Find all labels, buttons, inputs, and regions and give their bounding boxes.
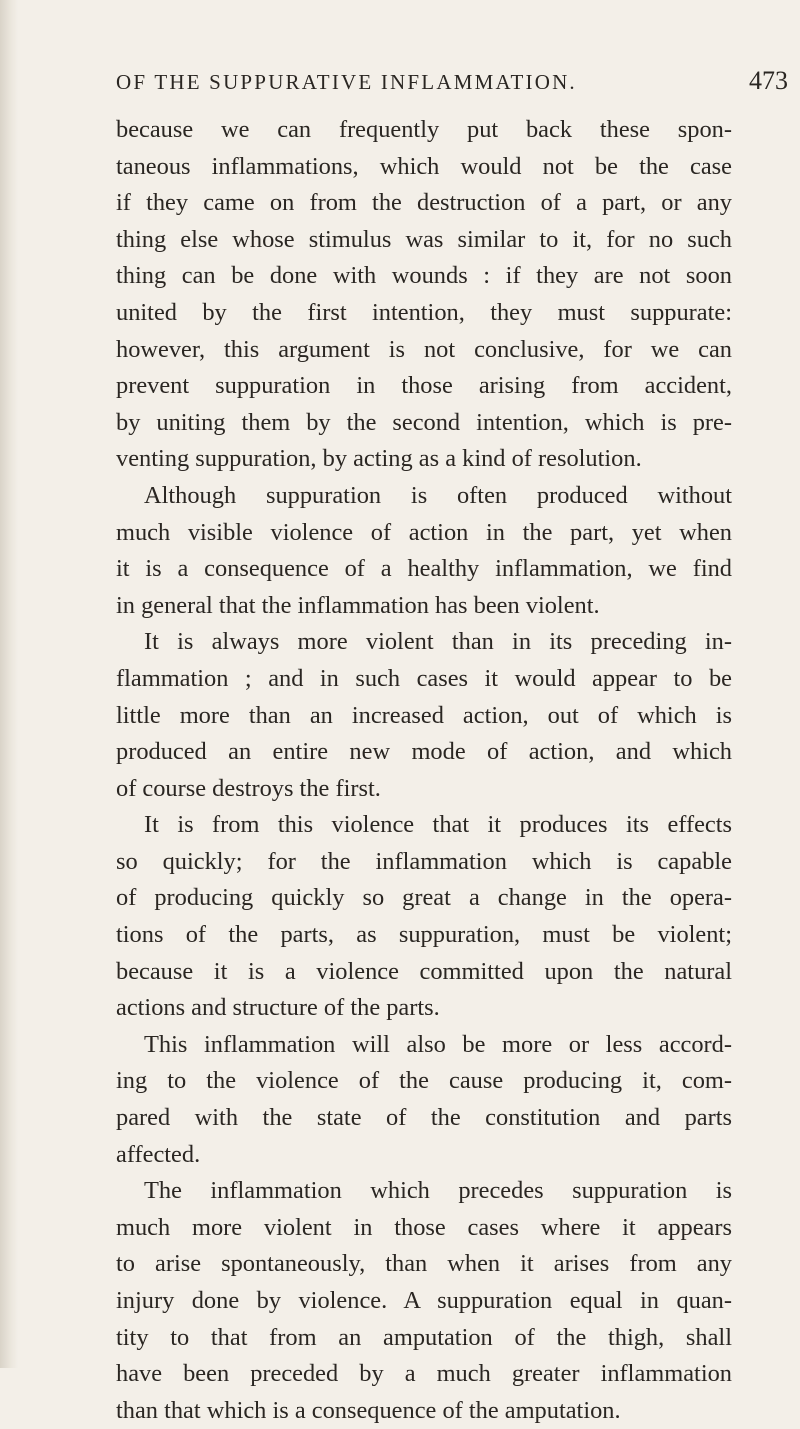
text-line: little more than an increased action, out of which is (116, 701, 732, 729)
text-line: ing to the violence of the cause producing it, com- (116, 1067, 732, 1095)
running-head (116, 64, 788, 104)
text-line: tity to that from an amputation of the thigh, shall (116, 1323, 732, 1351)
text-line: venting suppuration, by acting as a kind of resolution. (116, 445, 642, 473)
body-text (116, 112, 732, 1429)
text-line: affected. (116, 1140, 201, 1168)
text-line: by uniting them by the second intention, which is pre- (116, 408, 732, 436)
text-line: united by the first intention, they must suppurate: (116, 298, 732, 326)
text-line: of course destroys the first. (116, 774, 381, 802)
text-line: This inflammation will also be more or less accord- (144, 1030, 732, 1058)
text-line: taneous inflammations, which would not be the case (116, 152, 732, 180)
text-line: have been preceded by a much greater inflammation (116, 1360, 732, 1388)
text-line: much visible violence of action in the part, yet when (116, 518, 732, 546)
text-line: than that which is a consequence of the amputation. (116, 1396, 621, 1424)
page-gutter-shadow (0, 0, 18, 1368)
text-line: much more violent in those cases where it appears (116, 1213, 732, 1241)
text-line: thing else whose stimulus was similar to it, for no such (116, 225, 732, 253)
text-line: it is a consequence of a healthy inflammation, we find (116, 555, 732, 583)
text-line: The inflammation which precedes suppuration is (144, 1177, 732, 1205)
text-line: if they came on from the destruction of a part, or any (116, 189, 732, 217)
text-line: flammation ; and in such cases it would appear to be (116, 664, 732, 692)
text-line: Although suppuration is often produced without (144, 481, 732, 509)
text-line: to arise spontaneously, than when it arises from any (116, 1250, 732, 1278)
text-line: It is always more violent than in its preceding in- (144, 628, 732, 656)
text-line: because it is a violence committed upon the natural (116, 957, 732, 985)
page-number: 473 (749, 66, 788, 95)
text-line: It is from this violence that it produces its effects (144, 811, 732, 839)
text-line: tions of the parts, as suppuration, must be violent; (116, 921, 732, 949)
text-line: in general that the inflammation has been violent. (116, 591, 600, 619)
text-line: of producing quickly so great a change in the opera- (116, 884, 732, 912)
running-title: OF THE SUPPURATIVE INFLAMMATION. (116, 70, 577, 94)
text-line: however, this argument is not conclusive, for we can (116, 335, 732, 363)
text-line: produced an entire new mode of action, and which (116, 738, 732, 766)
text-line: because we can frequently put back these spon- (116, 116, 732, 143)
text-line: injury done by violence. A suppuration equal in quan- (116, 1287, 732, 1314)
text-line: pared with the state of the constitution and parts (116, 1104, 732, 1132)
text-line: prevent suppuration in those arising from accident, (116, 372, 732, 400)
text-line: thing can be done with wounds : if they are not soon (116, 262, 732, 290)
text-line: so quickly; for the inflammation which is capable (116, 847, 732, 875)
text-line: actions and structure of the parts. (116, 994, 440, 1022)
